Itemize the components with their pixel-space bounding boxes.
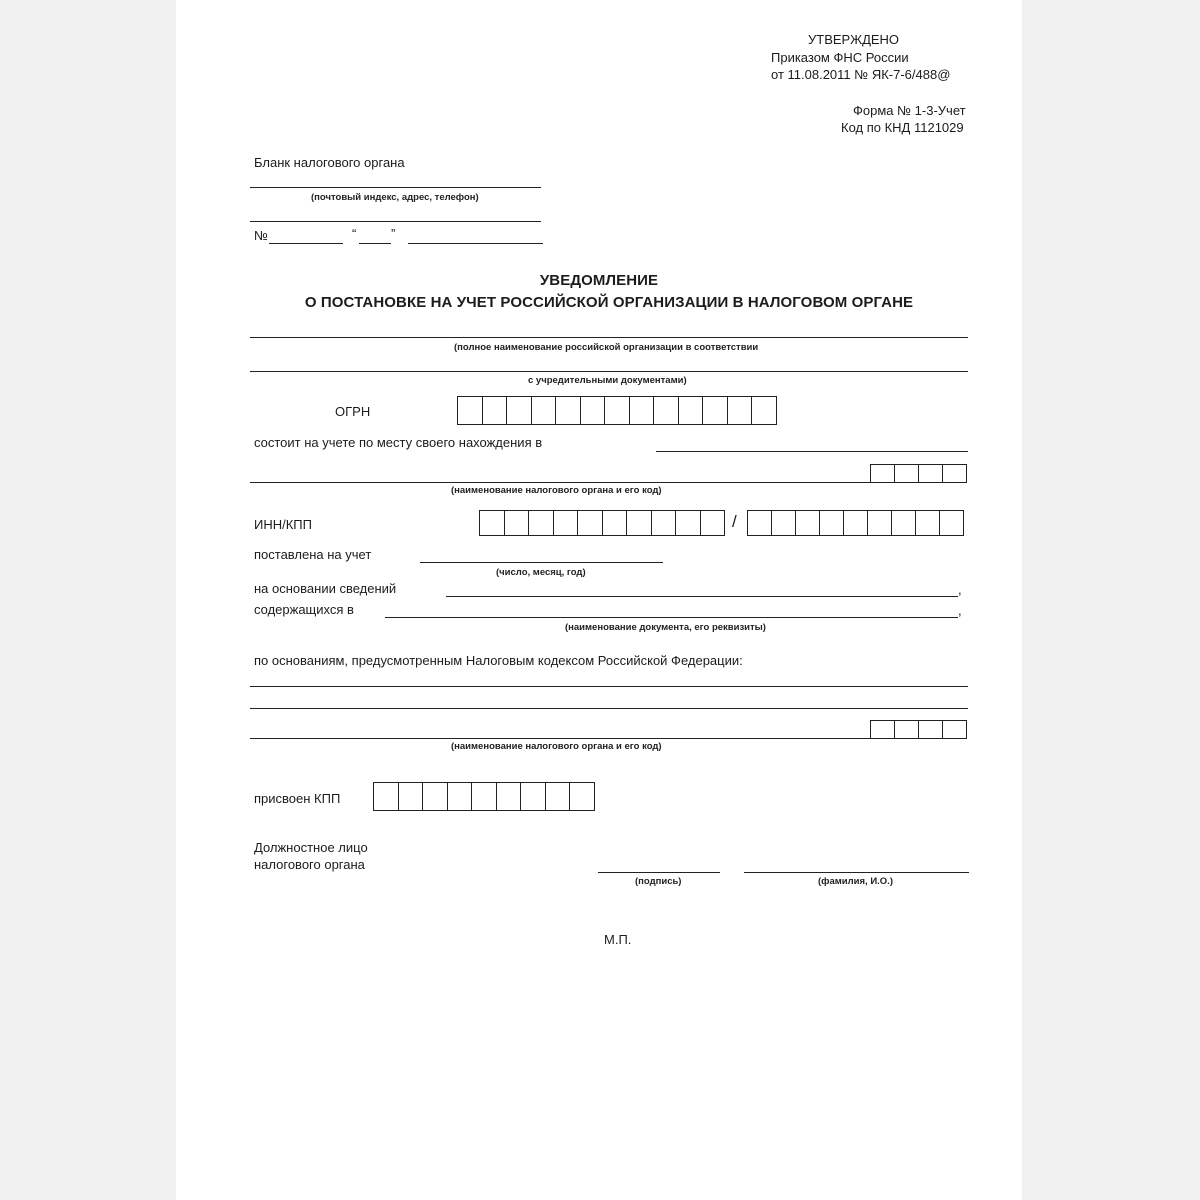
approval-approved: УТВЕРЖДЕНО <box>808 32 900 47</box>
registered-code-cell[interactable] <box>870 464 895 483</box>
inn-cell[interactable] <box>553 510 579 536</box>
assigned-kpp-cell[interactable] <box>545 782 571 811</box>
official-name-caption: (фамилия, И.О.) <box>818 876 893 887</box>
org-caption-1: (полное наименование российской организации в соответствии <box>454 342 759 353</box>
registered-date-line[interactable] <box>420 562 663 563</box>
basis-caption: (наименование документа, его реквизиты) <box>565 622 766 633</box>
approval-date-number: от 11.08.2011 № ЯК-7-6/488@ <box>771 67 951 82</box>
assigned-kpp-cell[interactable] <box>398 782 424 811</box>
registered-label: состоит на учете по месту своего нахождения в <box>254 435 543 450</box>
assigned-kpp-cell[interactable] <box>447 782 473 811</box>
blank-address-caption: (почтовый индекс, адрес, телефон) <box>311 192 479 203</box>
inn-cell[interactable] <box>675 510 701 536</box>
grounds-code-boxes[interactable] <box>870 720 966 739</box>
kpp-cell[interactable] <box>891 510 916 536</box>
ogrn-cell[interactable] <box>702 396 728 425</box>
title-line1: УВЕДОМЛЕНИЕ <box>539 272 659 289</box>
basis-label-1: на основании сведений <box>254 581 397 596</box>
ogrn-cell[interactable] <box>604 396 630 425</box>
outgoing-date-line[interactable] <box>408 243 543 244</box>
official-label-2: налогового органа <box>254 857 365 872</box>
title-line2: О ПОСТАНОВКЕ НА УЧЕТ РОССИЙСКОЙ ОРГАНИЗАЦИИ В НАЛОГОВОМ ОРГАНЕ <box>304 294 914 311</box>
inn-kpp-label: ИНН/КПП <box>254 517 312 532</box>
org-name-line-2[interactable] <box>250 371 968 372</box>
basis-comma-2: , <box>958 603 962 618</box>
kpp-cell[interactable] <box>939 510 964 536</box>
outgoing-number-line[interactable] <box>269 243 343 244</box>
basis-line-2[interactable] <box>385 617 958 618</box>
registered-code-cell[interactable] <box>942 464 967 483</box>
ogrn-cell[interactable] <box>629 396 655 425</box>
assigned-kpp-cell[interactable] <box>496 782 522 811</box>
basis-label-2: содержащихся в <box>254 602 354 617</box>
grounds-caption: (наименование налогового органа и его код) <box>451 741 662 752</box>
kpp-cell[interactable] <box>915 510 940 536</box>
grounds-code-cell[interactable] <box>870 720 895 739</box>
quote-close: ” <box>391 226 396 241</box>
registered-code-boxes[interactable] <box>870 464 966 483</box>
outgoing-day-line[interactable] <box>359 243 391 244</box>
basis-comma-1: , <box>958 582 962 597</box>
ogrn-boxes[interactable] <box>457 396 776 425</box>
kpp-cell[interactable] <box>843 510 868 536</box>
ogrn-cell[interactable] <box>580 396 606 425</box>
registered-authority-line-1[interactable] <box>656 451 968 452</box>
kpp-cell[interactable] <box>747 510 772 536</box>
inn-cell[interactable] <box>602 510 628 536</box>
ogrn-label: ОГРН <box>335 404 371 419</box>
inn-boxes[interactable] <box>479 510 724 536</box>
kpp-cell[interactable] <box>819 510 844 536</box>
inn-cell[interactable] <box>626 510 652 536</box>
knd-code: Код по КНД 1121029 <box>841 120 964 135</box>
signature-line[interactable] <box>598 872 720 873</box>
kpp-cell[interactable] <box>795 510 820 536</box>
official-label-1: Должностное лицо <box>254 840 368 855</box>
grounds-code-cell[interactable] <box>942 720 967 739</box>
assigned-kpp-cell[interactable] <box>422 782 448 811</box>
inn-cell[interactable] <box>528 510 554 536</box>
signature-caption: (подпись) <box>635 876 682 887</box>
official-name-line[interactable] <box>744 872 969 873</box>
stamp-label: М.П. <box>604 932 632 947</box>
inn-kpp-separator: / <box>732 512 737 531</box>
grounds-authority-line[interactable] <box>250 738 870 739</box>
blank-label: Бланк налогового органа <box>254 155 405 170</box>
ogrn-cell[interactable] <box>678 396 704 425</box>
inn-cell[interactable] <box>577 510 603 536</box>
assigned-kpp-label: присвоен КПП <box>254 791 341 806</box>
ogrn-cell[interactable] <box>751 396 777 425</box>
assigned-kpp-boxes[interactable] <box>373 782 594 811</box>
org-name-line-1[interactable] <box>250 337 968 338</box>
blank-address-line[interactable] <box>250 187 541 188</box>
inn-cell[interactable] <box>700 510 726 536</box>
kpp-boxes[interactable] <box>747 510 963 536</box>
ogrn-cell[interactable] <box>653 396 679 425</box>
ogrn-cell[interactable] <box>727 396 753 425</box>
grounds-code-cell[interactable] <box>894 720 919 739</box>
assigned-kpp-cell[interactable] <box>471 782 497 811</box>
grounds-line-1[interactable] <box>250 686 968 687</box>
quote-open: “ <box>352 226 357 241</box>
approval-order: Приказом ФНС России <box>771 50 909 65</box>
kpp-cell[interactable] <box>771 510 796 536</box>
assigned-kpp-cell[interactable] <box>569 782 595 811</box>
assigned-kpp-cell[interactable] <box>373 782 399 811</box>
kpp-cell[interactable] <box>867 510 892 536</box>
registered-caption: (наименование налогового органа и его код) <box>451 485 662 496</box>
blank-extra-line[interactable] <box>250 221 541 222</box>
inn-cell[interactable] <box>504 510 530 536</box>
inn-cell[interactable] <box>651 510 677 536</box>
ogrn-cell[interactable] <box>531 396 557 425</box>
registered-authority-line-2[interactable] <box>250 482 870 483</box>
registered-date-caption: (число, месяц, год) <box>496 567 586 578</box>
form-number: Форма № 1-3-Учет <box>853 103 966 118</box>
ogrn-cell[interactable] <box>555 396 581 425</box>
document-page <box>176 0 1022 1200</box>
grounds-code-cell[interactable] <box>918 720 943 739</box>
ogrn-cell[interactable] <box>482 396 508 425</box>
basis-line-1[interactable] <box>446 596 958 597</box>
number-sign: № <box>254 228 268 243</box>
grounds-label: по основаниям, предусмотренным Налоговым кодексом Российской Федерации: <box>254 653 743 668</box>
ogrn-cell[interactable] <box>457 396 483 425</box>
assigned-kpp-cell[interactable] <box>520 782 546 811</box>
inn-cell[interactable] <box>479 510 505 536</box>
ogrn-cell[interactable] <box>506 396 532 425</box>
grounds-line-2[interactable] <box>250 708 968 709</box>
org-caption-2: с учредительными документами) <box>528 375 687 386</box>
registered-code-cell[interactable] <box>918 464 943 483</box>
registered-date-label: поставлена на учет <box>254 547 372 562</box>
registered-code-cell[interactable] <box>894 464 919 483</box>
